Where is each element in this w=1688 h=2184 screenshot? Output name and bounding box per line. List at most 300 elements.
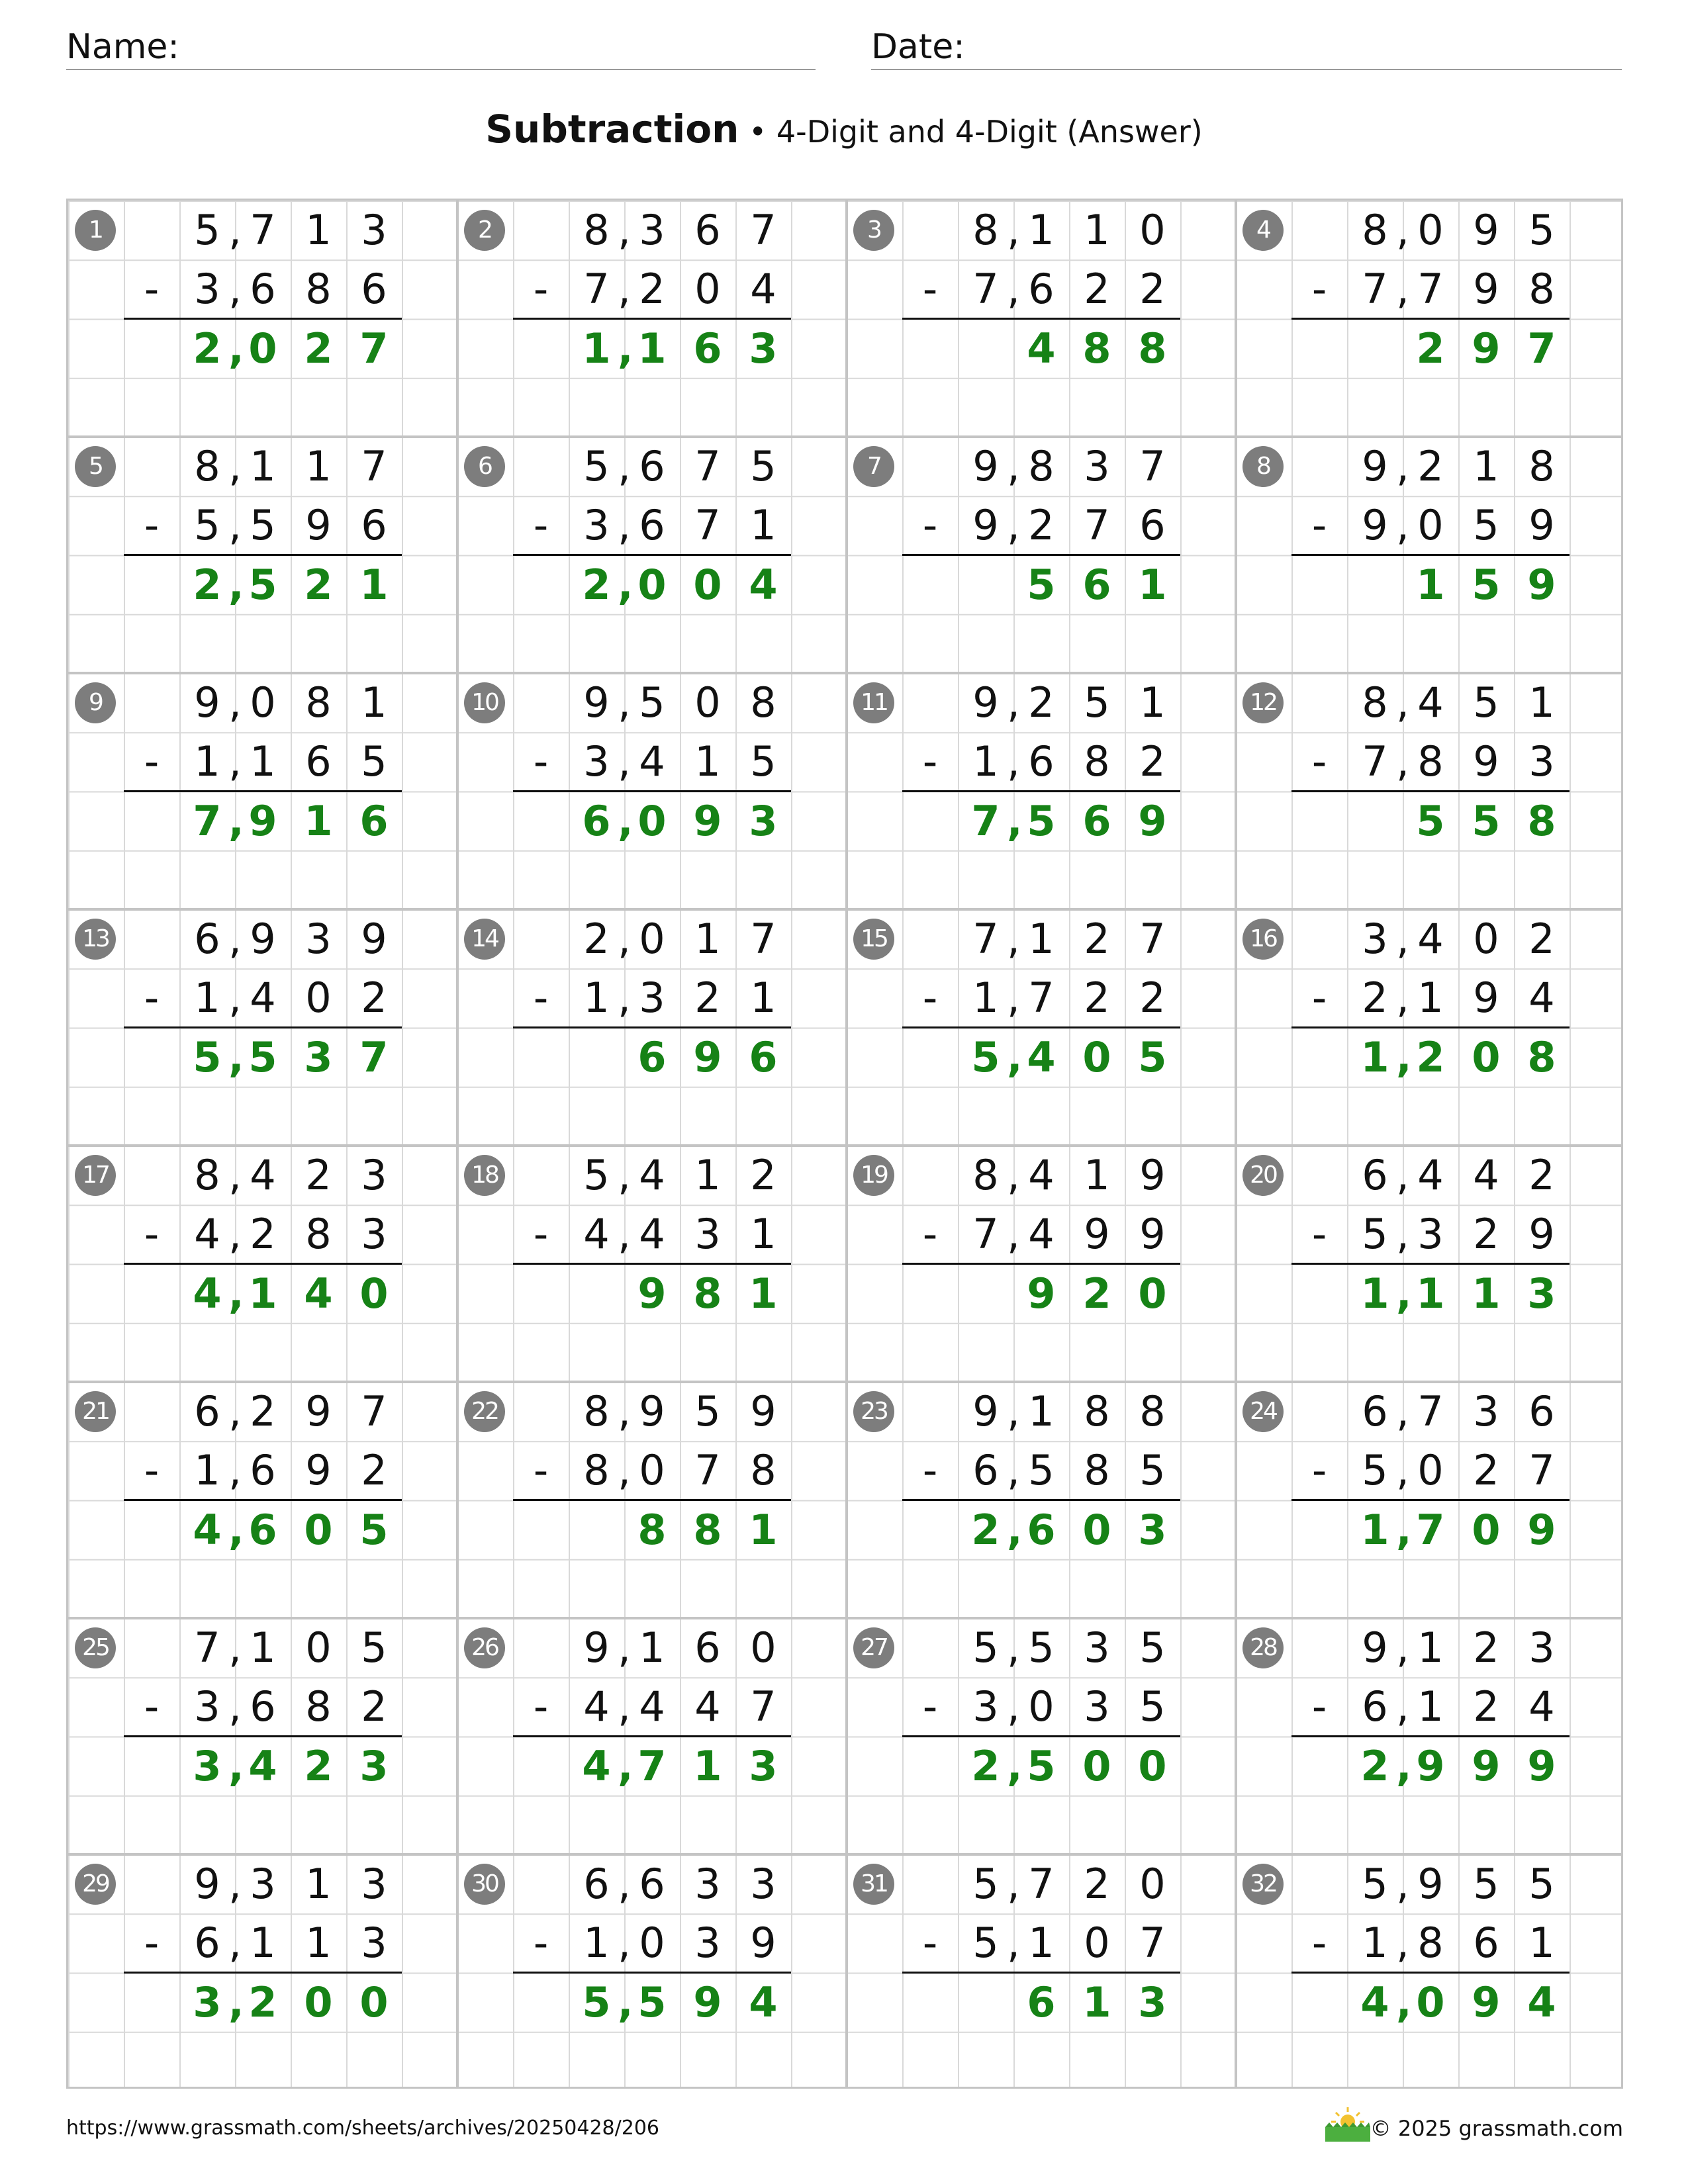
digit-cell: 0 <box>305 974 332 1022</box>
thousands-comma: , <box>1396 1210 1409 1258</box>
digit-cell: 6 <box>1362 1151 1388 1199</box>
digit-cell: 7 <box>1528 1446 1555 1494</box>
digit-cell: 3 <box>583 737 610 786</box>
subtrahend-row <box>902 732 1180 792</box>
digit-cell: 6 <box>639 501 665 549</box>
thousands-comma: , <box>228 1742 244 1790</box>
thousands-comma: , <box>228 915 242 963</box>
minus-sign: - <box>922 1682 938 1731</box>
answer-row <box>902 319 1180 378</box>
digit-cell: 1 <box>305 1919 332 1967</box>
digit-cell: 2 <box>1360 1742 1389 1790</box>
minuend-row <box>1291 1146 1570 1205</box>
digit-cell: 4 <box>749 1978 778 2026</box>
digit-cell: 9 <box>1362 442 1388 490</box>
answer-row <box>124 1737 402 1796</box>
thousands-comma: , <box>618 1210 631 1258</box>
minus-sign: - <box>533 1446 549 1494</box>
digit-cell: 0 <box>250 678 276 727</box>
digit-cell: 6 <box>250 1682 276 1731</box>
thousands-comma: , <box>228 1919 242 1967</box>
minus-sign: - <box>1311 974 1327 1022</box>
digit-cell: 1 <box>250 1919 276 1967</box>
answer-row <box>1291 319 1570 378</box>
digit-cell: 7 <box>750 1682 776 1731</box>
problem-5 <box>68 437 457 673</box>
digit-cell: 9 <box>1027 1269 1056 1318</box>
problem-9 <box>68 673 457 909</box>
digit-cell: 9 <box>1527 1742 1556 1790</box>
digit-cell: 3 <box>1362 915 1388 963</box>
problem-number-badge: 26 <box>464 1627 505 1668</box>
minuend-row <box>1291 1382 1570 1441</box>
digit-cell: 4 <box>1473 1151 1499 1199</box>
thousands-comma: , <box>1007 1860 1020 1908</box>
digit-cell: 7 <box>972 265 999 313</box>
answer-row <box>124 555 402 614</box>
digit-cell: 4 <box>1028 1151 1055 1199</box>
problem-number-badge: 16 <box>1243 919 1284 960</box>
digit-cell: 7 <box>1028 974 1055 1022</box>
digit-cell: 0 <box>1139 1860 1166 1908</box>
digit-cell: 0 <box>248 324 277 373</box>
digit-cell: 5 <box>637 1978 667 2026</box>
digit-cell: 8 <box>1084 1446 1110 1494</box>
minus-sign: - <box>533 1210 549 1258</box>
digit-cell: 4 <box>639 737 665 786</box>
problem-19 <box>847 1146 1236 1382</box>
digit-cell: 1 <box>583 1919 610 1967</box>
answer-row <box>513 555 791 614</box>
problem-28 <box>1236 1618 1625 1854</box>
problem-grid <box>66 199 1623 2089</box>
subtrahend-row <box>513 1913 791 1974</box>
thousands-comma: , <box>1396 501 1409 549</box>
digit-cell: 6 <box>639 1860 665 1908</box>
digit-cell: 3 <box>749 1742 778 1790</box>
digit-cell: 2 <box>1473 1682 1499 1731</box>
digit-cell: 4 <box>1527 1978 1556 2026</box>
thousands-comma: , <box>618 1151 631 1199</box>
digit-cell: 3 <box>359 1742 389 1790</box>
digit-cell: 9 <box>972 1387 999 1435</box>
minus-sign: - <box>144 737 160 786</box>
digit-cell: 2 <box>1473 1623 1499 1672</box>
thousands-comma: , <box>228 737 242 786</box>
digit-cell: 7 <box>1362 265 1388 313</box>
digit-cell: 2 <box>1084 974 1110 1022</box>
digit-cell: 7 <box>972 1210 999 1258</box>
thousands-comma: , <box>618 974 631 1022</box>
digit-cell: 9 <box>1472 1978 1501 2026</box>
subtrahend-row <box>902 259 1180 320</box>
digit-cell: 1 <box>637 324 667 373</box>
digit-cell: 2 <box>583 915 610 963</box>
minus-sign: - <box>922 501 938 549</box>
problem-31 <box>847 1854 1236 2091</box>
digit-cell: 4 <box>1417 678 1444 727</box>
digit-cell: 4 <box>639 1682 665 1731</box>
digit-cell: 2 <box>1084 915 1110 963</box>
digit-cell: 0 <box>1028 1682 1055 1731</box>
minuend-row <box>1291 909 1570 968</box>
minuend-row <box>513 437 791 496</box>
digit-cell: 6 <box>1139 501 1166 549</box>
digit-cell: 5 <box>972 1860 999 1908</box>
digit-cell: 8 <box>972 206 999 254</box>
subtrahend-row <box>1291 1441 1570 1501</box>
digit-cell: 2 <box>1473 1210 1499 1258</box>
digit-cell: 8 <box>1084 737 1110 786</box>
digit-cell: 8 <box>305 265 332 313</box>
problem-18 <box>457 1146 847 1382</box>
digit-cell: 5 <box>1027 797 1056 845</box>
thousands-comma: , <box>1007 915 1020 963</box>
digit-cell: 2 <box>248 1978 277 2026</box>
digit-cell: 5 <box>1472 797 1501 845</box>
digit-cell: 4 <box>583 1210 610 1258</box>
subtrahend-row <box>1291 1205 1570 1265</box>
digit-cell: 6 <box>583 1860 610 1908</box>
thousands-comma: , <box>618 915 631 963</box>
minuend-row <box>1291 1618 1570 1677</box>
minus-sign: - <box>144 1210 160 1258</box>
digit-cell: 1 <box>1473 442 1499 490</box>
digit-cell: 9 <box>1528 501 1555 549</box>
digit-cell: 5 <box>1139 1682 1166 1731</box>
minuend-row <box>902 437 1180 496</box>
thousands-comma: , <box>228 1506 244 1554</box>
thousands-comma: , <box>1396 974 1409 1022</box>
digit-cell: 1 <box>1084 206 1110 254</box>
digit-cell: 2 <box>694 974 721 1022</box>
digit-cell: 3 <box>361 1860 387 1908</box>
answer-row <box>1291 1264 1570 1323</box>
digit-cell: 7 <box>750 915 776 963</box>
minuend-row <box>902 1146 1180 1205</box>
problem-number-badge: 13 <box>75 919 116 960</box>
minus-sign: - <box>922 737 938 786</box>
problem-number-badge: 14 <box>464 919 505 960</box>
digit-cell: 6 <box>1028 265 1055 313</box>
digit-cell: 0 <box>639 1446 665 1494</box>
thousands-comma: , <box>1007 1682 1020 1731</box>
digit-cell: 9 <box>583 1623 610 1672</box>
minuend-row <box>1291 1854 1570 1913</box>
problem-13 <box>68 909 457 1146</box>
digit-cell: 2 <box>193 561 222 609</box>
answer-row <box>902 1028 1180 1087</box>
thousands-comma: , <box>1396 1387 1409 1435</box>
digit-cell: 0 <box>750 1623 776 1672</box>
digit-cell: 8 <box>1362 206 1388 254</box>
digit-cell: 2 <box>305 1151 332 1199</box>
minuend-row <box>124 909 402 968</box>
subtrahend-row <box>1291 259 1570 320</box>
digit-cell: 9 <box>305 501 332 549</box>
thousands-comma: , <box>1396 1860 1409 1908</box>
answer-row <box>902 1264 1180 1323</box>
digit-cell: 5 <box>1528 1860 1555 1908</box>
problem-29 <box>68 1854 457 2091</box>
thousands-comma: , <box>228 561 244 609</box>
digit-cell: 0 <box>637 797 667 845</box>
answer-row <box>124 1973 402 2032</box>
digit-cell: 4 <box>639 1210 665 1258</box>
minus-sign: - <box>144 974 160 1022</box>
answer-row <box>1291 1737 1570 1796</box>
minuend-row <box>902 909 1180 968</box>
thousands-comma: , <box>618 324 633 373</box>
digit-cell: 0 <box>1139 206 1166 254</box>
problem-number-badge: 3 <box>853 210 894 251</box>
digit-cell: 2 <box>250 1210 276 1258</box>
digit-cell: 6 <box>1362 1682 1388 1731</box>
digit-cell: 5 <box>248 1033 277 1081</box>
problem-12 <box>1236 673 1625 909</box>
digit-cell: 4 <box>250 1151 276 1199</box>
digit-cell: 1 <box>750 974 776 1022</box>
digit-cell: 5 <box>1027 561 1056 609</box>
name-field[interactable] <box>66 25 816 70</box>
digit-cell: 7 <box>1139 915 1166 963</box>
digit-cell: 8 <box>1528 442 1555 490</box>
digit-cell: 5 <box>361 737 387 786</box>
name-label: Name: <box>66 27 179 67</box>
minuend-row <box>513 673 791 732</box>
digit-cell: 0 <box>1084 1919 1110 1967</box>
digit-cell: 5 <box>194 206 220 254</box>
digit-cell: 9 <box>972 678 999 727</box>
digit-cell: 3 <box>1138 1978 1167 2026</box>
subtrahend-row <box>902 1677 1180 1737</box>
digit-cell: 9 <box>1362 1623 1388 1672</box>
digit-cell: 7 <box>361 1387 387 1435</box>
digit-cell: 1 <box>639 1623 665 1672</box>
thousands-comma: , <box>618 1742 633 1790</box>
digit-cell: 2 <box>1082 1269 1111 1318</box>
digit-cell: 5 <box>193 1033 222 1081</box>
digit-cell: 8 <box>637 1506 667 1554</box>
thousands-comma: , <box>1007 1919 1020 1967</box>
subtrahend-row <box>513 1205 791 1265</box>
digit-cell: 1 <box>1084 1151 1110 1199</box>
digit-cell: 5 <box>583 442 610 490</box>
problem-number-badge: 17 <box>75 1155 116 1196</box>
digit-cell: 3 <box>1084 1623 1110 1672</box>
digit-cell: 9 <box>361 915 387 963</box>
minuend-row <box>513 1146 791 1205</box>
problem-number-badge: 22 <box>464 1391 505 1432</box>
footer-url: https://www.grassmath.com/sheets/archives/20250428/206 <box>66 2116 660 2140</box>
digit-cell: 0 <box>359 1978 389 2026</box>
problem-number-badge: 15 <box>853 919 894 960</box>
digit-cell: 8 <box>1139 1387 1166 1435</box>
digit-cell: 1 <box>250 737 276 786</box>
problem-number-badge: 6 <box>464 446 505 487</box>
digit-cell: 3 <box>1084 442 1110 490</box>
digit-cell: 3 <box>250 1860 276 1908</box>
digit-cell: 3 <box>639 974 665 1022</box>
digit-cell: 3 <box>361 1151 387 1199</box>
digit-cell: 7 <box>361 442 387 490</box>
digit-cell: 9 <box>1139 1151 1166 1199</box>
digit-cell: 2 <box>1416 324 1445 373</box>
subtrahend-row <box>513 1677 791 1737</box>
digit-cell: 8 <box>1527 1033 1556 1081</box>
digit-cell: 1 <box>1417 1623 1444 1672</box>
minus-sign: - <box>533 737 549 786</box>
digit-cell: 6 <box>1027 1506 1056 1554</box>
digit-cell: 9 <box>1473 206 1499 254</box>
digit-cell: 4 <box>639 1151 665 1199</box>
digit-cell: 5 <box>1473 1860 1499 1908</box>
thousands-comma: , <box>1396 1269 1412 1318</box>
digit-cell: 3 <box>194 1682 220 1731</box>
thousands-comma: , <box>618 1446 631 1494</box>
problem-number-badge: 23 <box>853 1391 894 1432</box>
problem-number-badge: 32 <box>1243 1864 1284 1905</box>
digit-cell: 6 <box>972 1446 999 1494</box>
digit-cell: 0 <box>694 265 721 313</box>
digit-cell: 6 <box>639 442 665 490</box>
digit-cell: 8 <box>693 1269 722 1318</box>
digit-cell: 5 <box>1528 206 1555 254</box>
subtrahend-row <box>902 496 1180 556</box>
digit-cell: 9 <box>305 1387 332 1435</box>
minus-sign: - <box>144 501 160 549</box>
digit-cell: 1 <box>1028 1919 1055 1967</box>
thousands-comma: , <box>618 1623 631 1672</box>
problem-number-badge: 8 <box>1243 446 1284 487</box>
digit-cell: 3 <box>194 265 220 313</box>
digit-cell: 5 <box>583 1151 610 1199</box>
digit-cell: 7 <box>971 797 1000 845</box>
digit-cell: 3 <box>583 501 610 549</box>
thousands-comma: , <box>1396 1623 1409 1672</box>
problem-16 <box>1236 909 1625 1146</box>
minuend-row <box>902 673 1180 732</box>
minus-sign: - <box>144 1446 160 1494</box>
answer-row <box>902 1737 1180 1796</box>
problem-14 <box>457 909 847 1146</box>
thousands-comma: , <box>618 206 631 254</box>
digit-cell: 9 <box>1472 1742 1501 1790</box>
digit-cell: 5 <box>694 1387 721 1435</box>
problem-22 <box>457 1382 847 1618</box>
minus-sign: - <box>922 1919 938 1967</box>
answer-row <box>513 1264 791 1323</box>
digit-cell: 0 <box>1473 915 1499 963</box>
digit-cell: 1 <box>582 324 611 373</box>
thousands-comma: , <box>228 206 242 254</box>
digit-cell: 4 <box>1027 324 1056 373</box>
digit-cell: 2 <box>1084 265 1110 313</box>
digit-cell: 6 <box>694 1623 721 1672</box>
digit-cell: 5 <box>1028 1623 1055 1672</box>
digit-cell: 8 <box>305 678 332 727</box>
digit-cell: 2 <box>750 1151 776 1199</box>
digit-cell: 0 <box>1082 1506 1111 1554</box>
minus-sign: - <box>533 1919 549 1967</box>
minuend-row <box>124 437 402 496</box>
footer-copyright: © 2025 grassmath.com <box>1370 2116 1623 2141</box>
digit-cell: 6 <box>637 1033 667 1081</box>
digit-cell: 0 <box>639 915 665 963</box>
thousands-comma: , <box>1396 442 1409 490</box>
minuend-row <box>513 1618 791 1677</box>
digit-cell: 1 <box>1028 1387 1055 1435</box>
digit-cell: 3 <box>749 324 778 373</box>
digit-cell: 3 <box>361 1919 387 1967</box>
subtrahend-row <box>513 1441 791 1501</box>
digit-cell: 5 <box>1473 678 1499 727</box>
digit-cell: 0 <box>1082 1033 1111 1081</box>
problem-number-badge: 29 <box>75 1864 116 1905</box>
minuend-row <box>513 1382 791 1441</box>
digit-cell: 3 <box>750 1860 776 1908</box>
digit-cell: 5 <box>750 442 776 490</box>
digit-cell: 0 <box>1417 1446 1444 1494</box>
thousands-comma: , <box>1007 1506 1023 1554</box>
date-field[interactable] <box>871 25 1622 70</box>
digit-cell: 0 <box>1138 1269 1167 1318</box>
minus-sign: - <box>1311 1446 1327 1494</box>
digit-cell: 6 <box>1082 797 1111 845</box>
thousands-comma: , <box>1007 1446 1020 1494</box>
thousands-comma: , <box>1396 1506 1412 1554</box>
digit-cell: 1 <box>250 1623 276 1672</box>
digit-cell: 9 <box>1527 561 1556 609</box>
problem-27 <box>847 1618 1236 1854</box>
digit-cell: 1 <box>1360 1506 1389 1554</box>
minus-sign: - <box>922 265 938 313</box>
digit-cell: 9 <box>1473 974 1499 1022</box>
subtrahend-row <box>1291 1677 1570 1737</box>
answer-row <box>1291 1028 1570 1087</box>
digit-cell: 7 <box>972 915 999 963</box>
digit-cell: 2 <box>361 1682 387 1731</box>
problem-4 <box>1236 201 1625 437</box>
digit-cell: 4 <box>582 1742 611 1790</box>
thousands-comma: , <box>618 1919 631 1967</box>
digit-cell: 8 <box>583 1387 610 1435</box>
digit-cell: 5 <box>1028 1446 1055 1494</box>
thousands-comma: , <box>228 1269 244 1318</box>
thousands-comma: , <box>1396 1742 1412 1790</box>
answer-row <box>124 1028 402 1087</box>
problem-number-badge: 31 <box>853 1864 894 1905</box>
digit-cell: 8 <box>583 206 610 254</box>
subtrahend-row <box>124 496 402 556</box>
thousands-comma: , <box>228 1387 242 1435</box>
digit-cell: 8 <box>1362 678 1388 727</box>
thousands-comma: , <box>228 1151 242 1199</box>
digit-cell: 7 <box>194 1623 220 1672</box>
digit-cell: 2 <box>1362 974 1388 1022</box>
problem-number-badge: 19 <box>853 1155 894 1196</box>
digit-cell: 3 <box>193 1978 222 2026</box>
digit-cell: 7 <box>250 206 276 254</box>
digit-cell: 3 <box>304 1033 333 1081</box>
digit-cell: 7 <box>359 324 389 373</box>
digit-cell: 4 <box>304 1269 333 1318</box>
digit-cell: 8 <box>750 678 776 727</box>
digit-cell: 0 <box>1472 1033 1501 1081</box>
date-label: Date: <box>871 27 965 67</box>
digit-cell: 6 <box>250 1446 276 1494</box>
digit-cell: 1 <box>1472 1269 1501 1318</box>
